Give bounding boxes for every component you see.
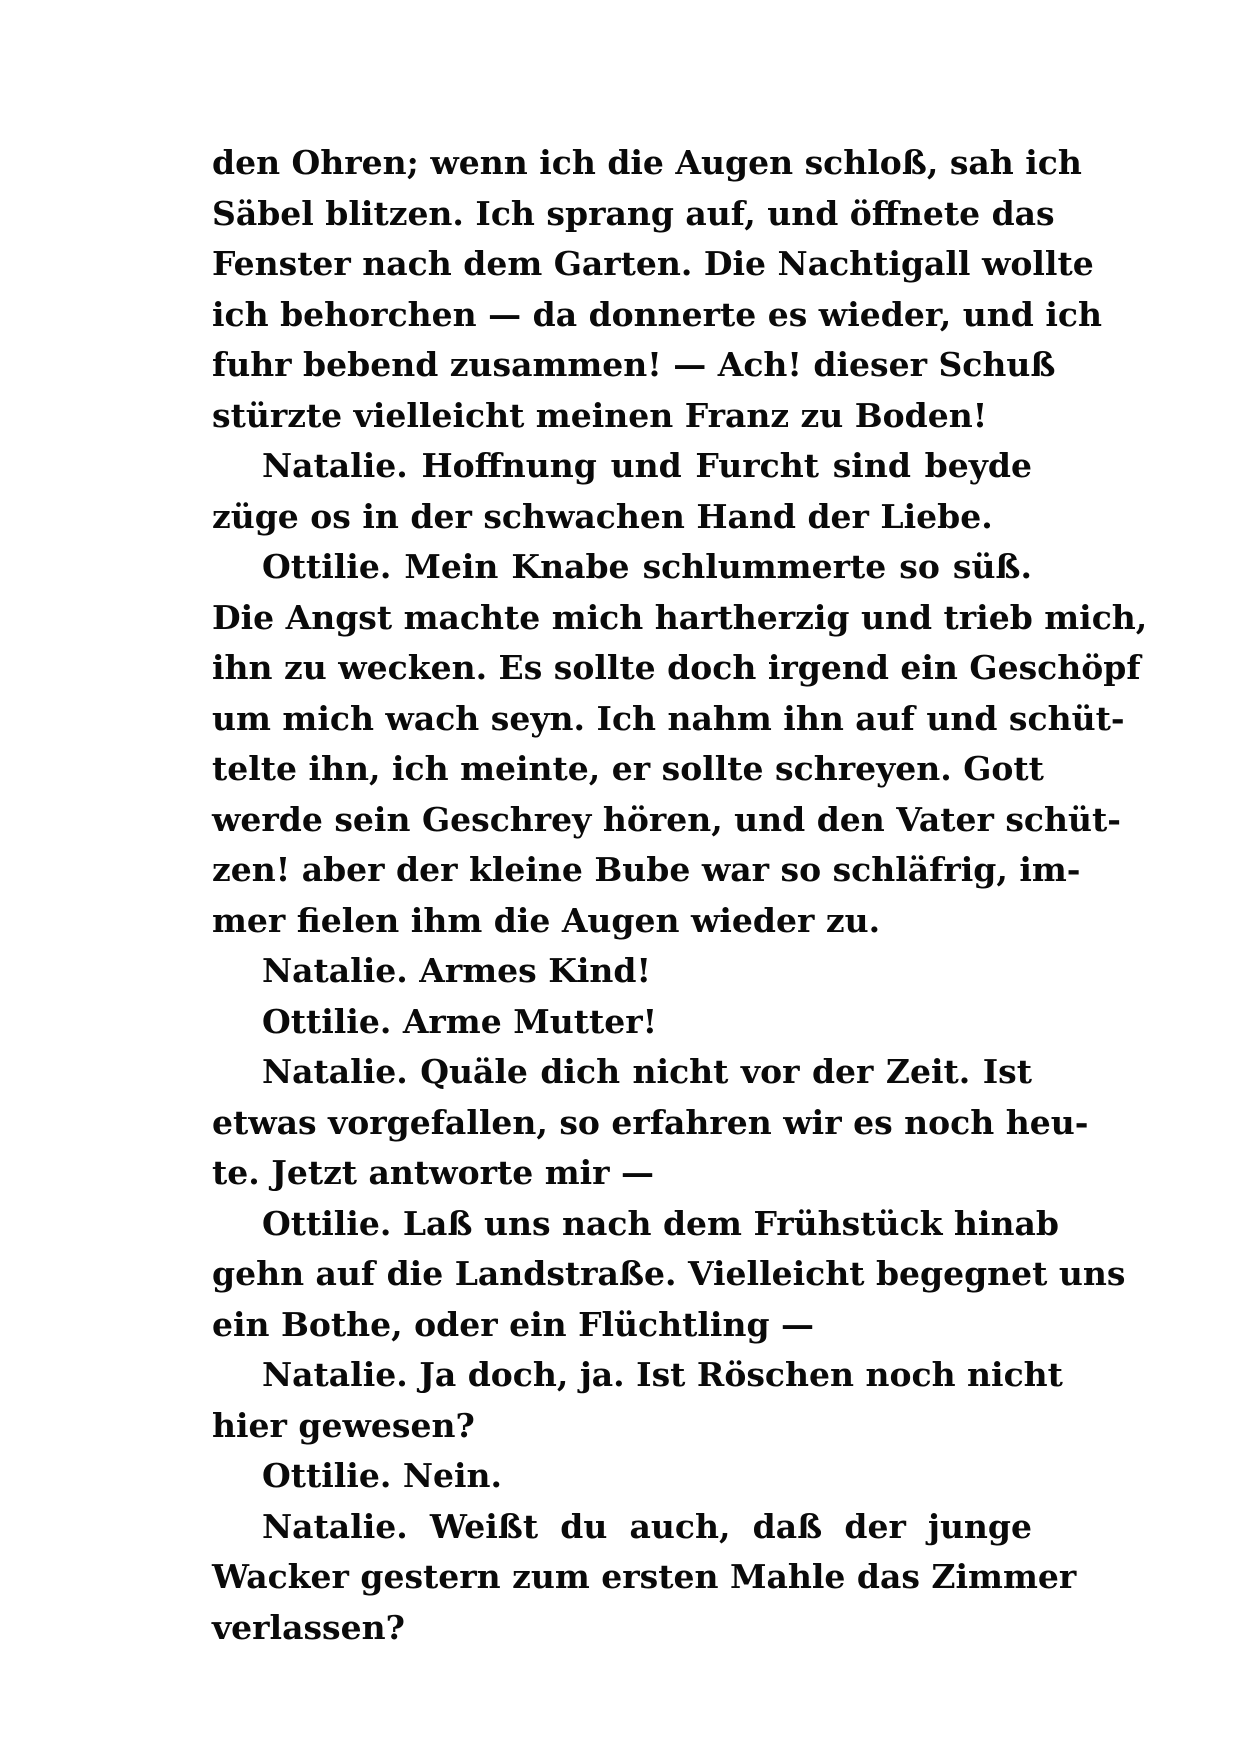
- text-line-14: werde sein Geschrey hören, und den Vater schüt-: [212, 799, 1121, 839]
- text-line-6: stürzte vielleicht meinen Franz zu Boden!: [212, 395, 988, 435]
- text-line-13: telte ihn, ich meinte, er sollte schreyen. Gott: [212, 749, 1044, 788]
- text-line-29: Wacker gestern zum ersten Mahle das Zimmer: [212, 1557, 1077, 1596]
- speaker-line-natalie-2: Natalie. Armes Kind!: [262, 951, 651, 990]
- speaker-line-natalie-1: Natalie. Hoffnung und Furcht sind beyde: [262, 446, 1032, 485]
- text-line-15: zen! aber der kleine Bube war so schläfrig, im-: [212, 850, 1081, 889]
- text-line-12: um mich wach seyn. Ich nahm ihn auf und schüt-: [212, 698, 1125, 738]
- text-line-3: Fenster nach dem Garten. Die Nachtigall wollte: [212, 244, 1094, 283]
- text-line-5: fuhr bebend zusammen! — Ach! dieser Schuß: [212, 345, 1056, 384]
- text-line-23: gehn auf die Landstraße. Vielleicht begegnet uns: [212, 1254, 1126, 1293]
- speaker-line-ottilie-1: Ottilie. Mein Knabe schlummerte so süß.: [262, 547, 1032, 586]
- text-line-4: ich behorchen — da donnerte es wieder, und ich: [212, 294, 1102, 334]
- text-line-8: züge os in der schwachen Hand der Liebe.: [212, 496, 993, 536]
- text-line-16: mer fielen ihm die Augen wieder zu.: [212, 900, 881, 940]
- text-line-21: te. Jetzt antworte mir —: [212, 1153, 655, 1192]
- page-text: [212, 138, 1148, 1653]
- text-line-11: ihn zu wecken. Es sollte doch irgend ein Geschöpf: [212, 648, 1141, 687]
- speaker-line-ottilie-4: Ottilie. Nein.: [262, 1456, 502, 1495]
- speaker-line-natalie-3: Natalie. Quäle dich nicht vor der Zeit. Ist: [262, 1052, 1032, 1091]
- speaker-line-natalie-4: Natalie. Ja doch, ja. Ist Röschen noch nicht: [262, 1355, 1063, 1394]
- speaker-line-ottilie-2: Ottilie. Arme Mutter!: [262, 1001, 658, 1041]
- text-line-2: Säbel blitzen. Ich sprang auf, und öffnete das: [212, 193, 1055, 233]
- text-line-26: hier gewesen?: [212, 1405, 475, 1445]
- text-line-10: Die Angst machte mich hartherzig und trieb mich,: [212, 597, 1148, 637]
- speaker-line-ottilie-3: Ottilie. Laß uns nach dem Frühstück hinab: [262, 1203, 1059, 1243]
- text-line-30: verlassen?: [212, 1607, 405, 1647]
- text-line-24: ein Bothe, oder ein Flüchtling —: [212, 1304, 815, 1344]
- text-line-1: den Ohren; wenn ich die Augen schloß, sah ich: [212, 143, 1082, 182]
- speaker-line-natalie-5: Natalie. Weißt du auch, daß der junge: [262, 1506, 1032, 1546]
- text-line-20: etwas vorgefallen, so erfahren wir es noch heu-: [212, 1102, 1089, 1142]
